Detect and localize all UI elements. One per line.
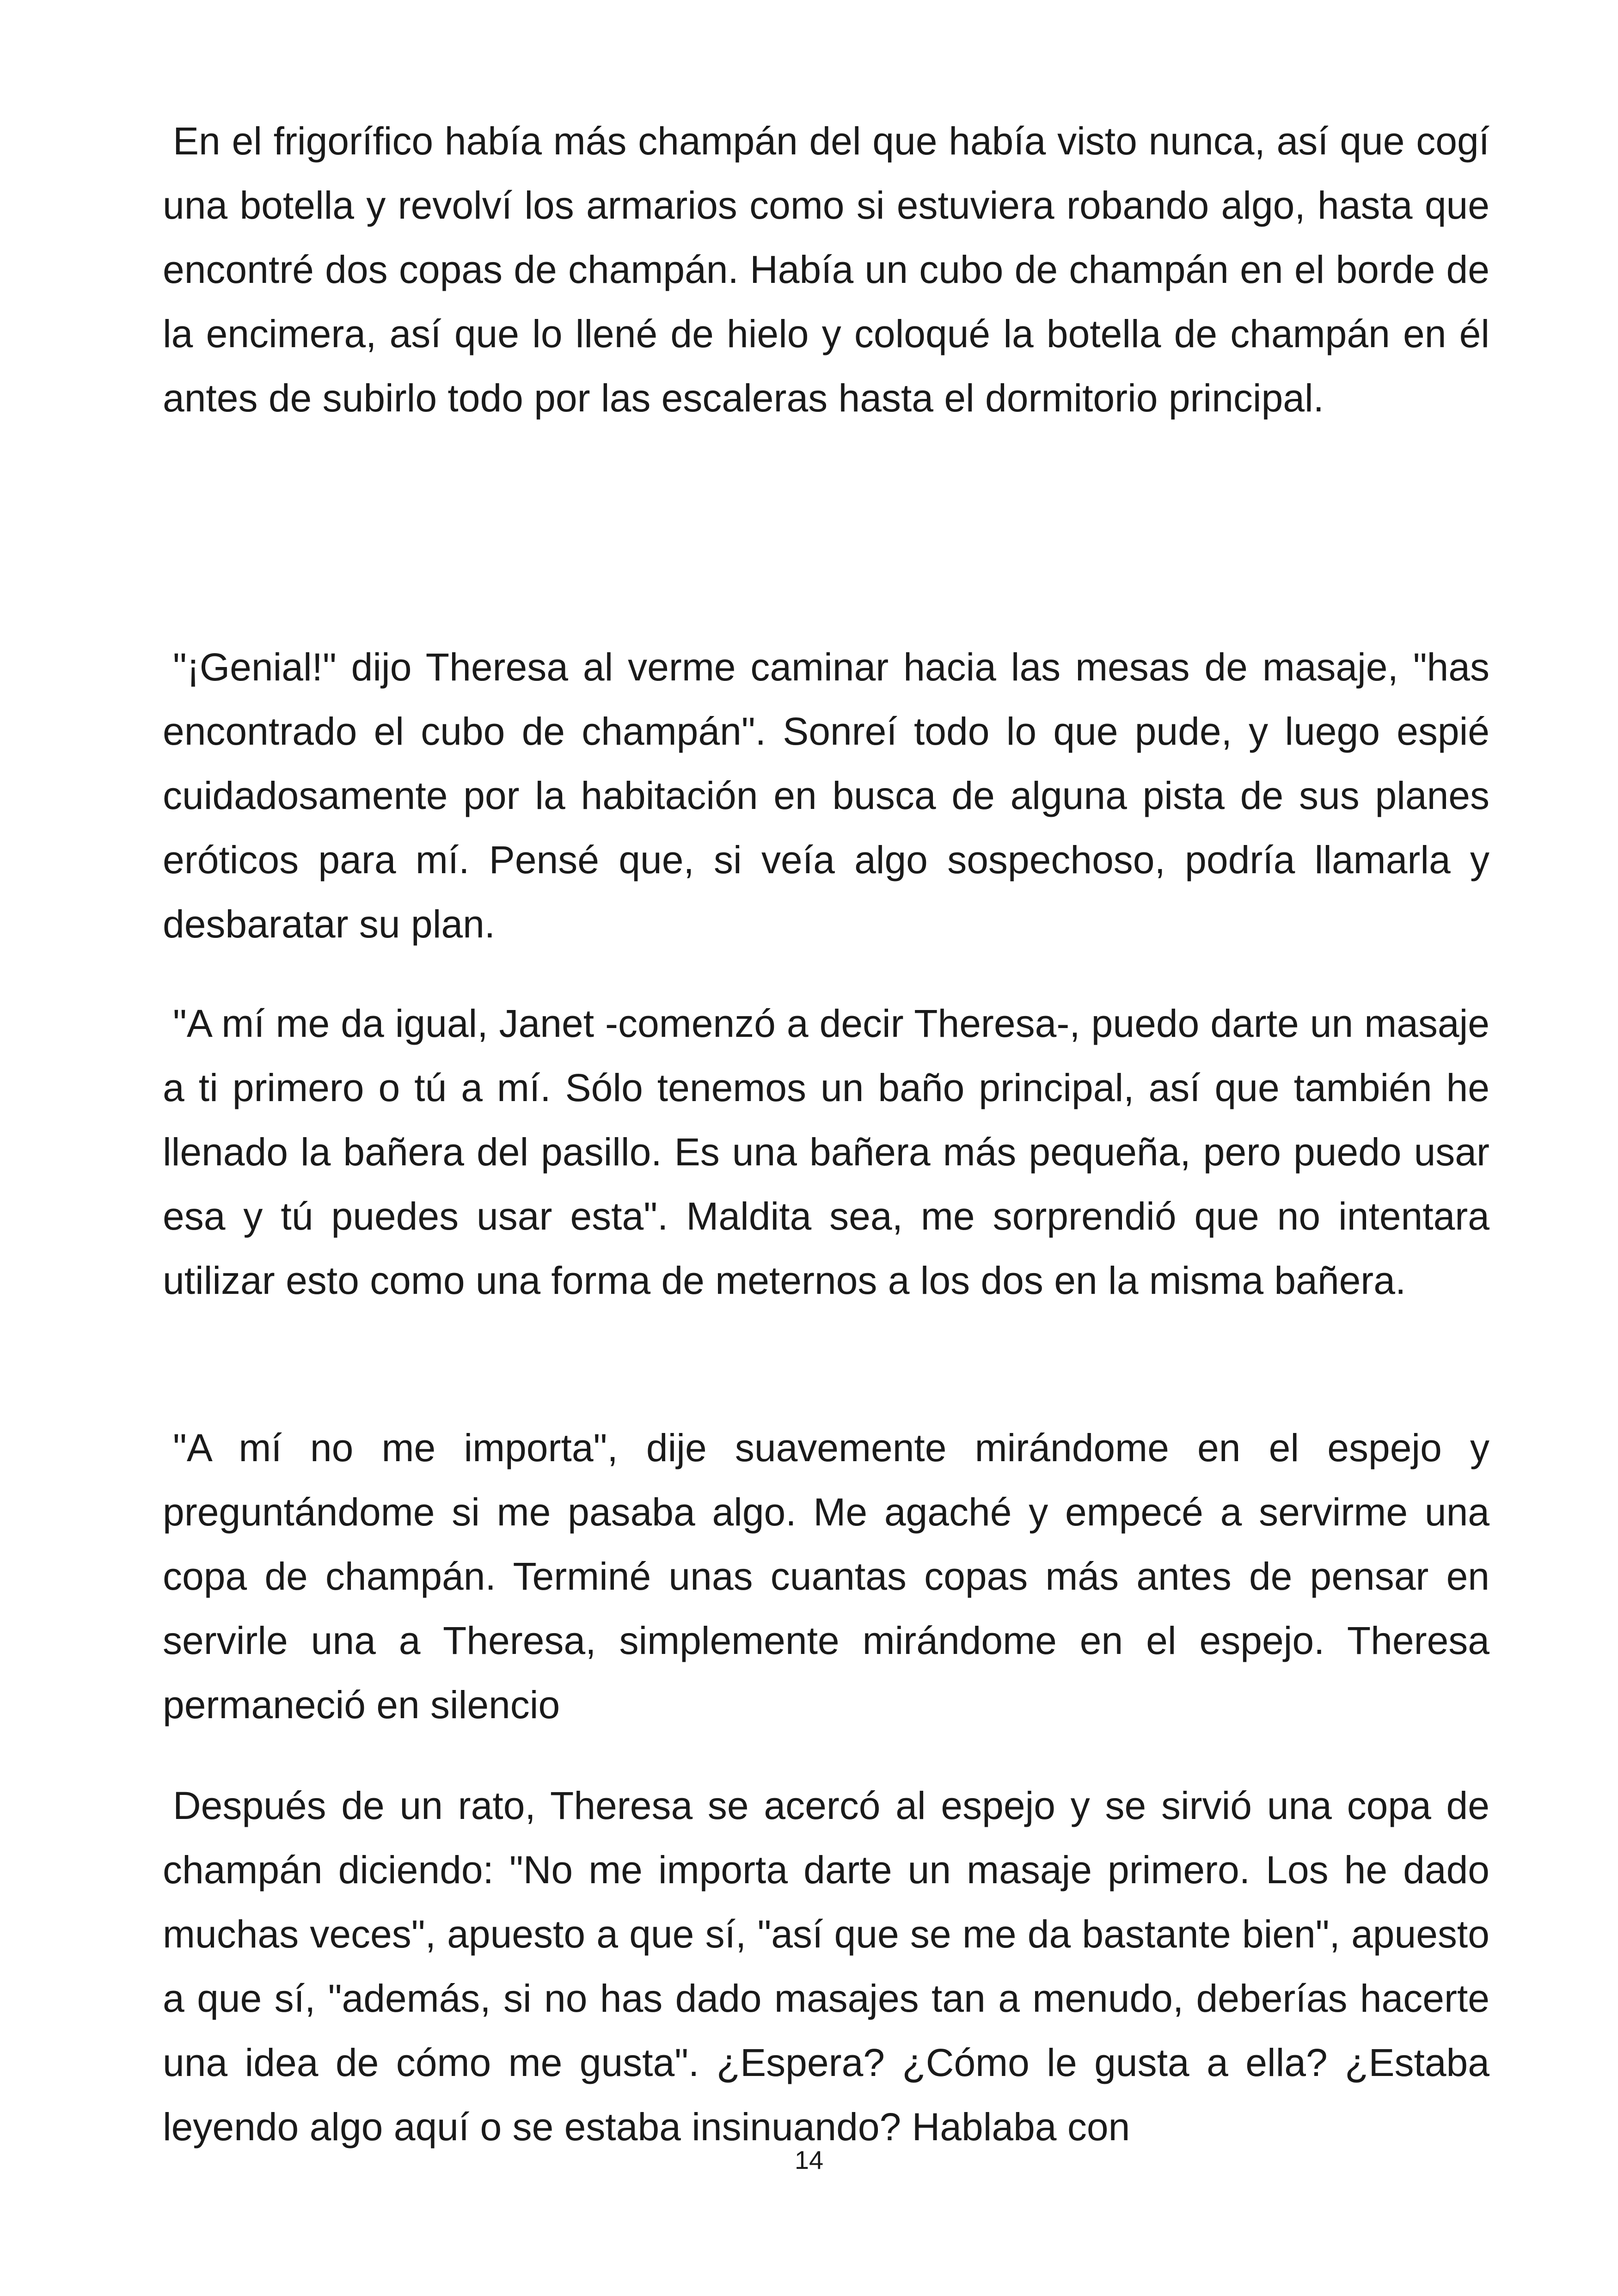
paragraph-despues-de-un-rato: [163, 1774, 1489, 2159]
paragraph-genial: [163, 635, 1489, 956]
paragraph-me-da-igual: [163, 992, 1489, 1313]
page-number: 14: [794, 2145, 824, 2174]
paragraph-text: "¡Genial!" dijo Theresa al verme caminar hacia las mesas de masaje, "has encontrado el cubo de champán". Sonreí todo lo que pude, y luego espié cuidadosamente por la habitación en busca de alguna pista de sus planes eróticos para mí. Pensé que, si veía algo sospechoso, podría llamarla y desbaratar su plan.: [163, 645, 1489, 946]
paragraph-no-me-importa: [163, 1416, 1489, 1737]
paragraph-fridge-champagne: [163, 109, 1489, 430]
paragraph-text: En el frigorífico había más champán del que había visto nunca, así que cogí una botella y revolví los armarios como si estuviera robando algo, hasta que encontré dos copas de champán. Había un cubo de champán en el borde de la encimera, así que lo llené de hielo y coloqué la botella de champán en él antes de subirlo todo por las escaleras hasta el dormitorio principal.: [163, 119, 1489, 420]
paragraph-text: "A mí no me importa", dije suavemente mirándome en el espejo y preguntándome si me pasaba algo. Me agaché y empecé a servirme una copa de champán. Terminé unas cuantas copas más antes de pensar en servirle una a Theresa, simplemente mirándome en el espejo. Theresa permaneció en silencio: [163, 1426, 1489, 1727]
paragraph-text: Después de un rato, Theresa se acercó al espejo y se sirvió una copa de champán diciendo: "No me importa darte un masaje primero. Los he dado muchas veces", apuesto a que sí, "así que se me da bastante bien", apuesto a que sí, "además, si no has dado masajes tan a menudo, deberías hacerte una idea de cómo me gusta". ¿Espera? ¿Cómo le gusta a ella? ¿Estaba leyendo algo aquí o se estaba insinuando? Hablaba con: [163, 1784, 1489, 2149]
paragraph-text: "A mí me da igual, Janet -comenzó a decir Theresa-, puedo darte un masaje a ti primero o tú a mí. Sólo tenemos un baño principal, así que también he llenado la bañera del pasillo. Es una bañera más pequeña, pero puedo usar esa y tú puedes usar esta". Maldita sea, me sorprendió que no intentara utilizar esto como una forma de meternos a los dos en la misma bañera.: [163, 1002, 1489, 1302]
